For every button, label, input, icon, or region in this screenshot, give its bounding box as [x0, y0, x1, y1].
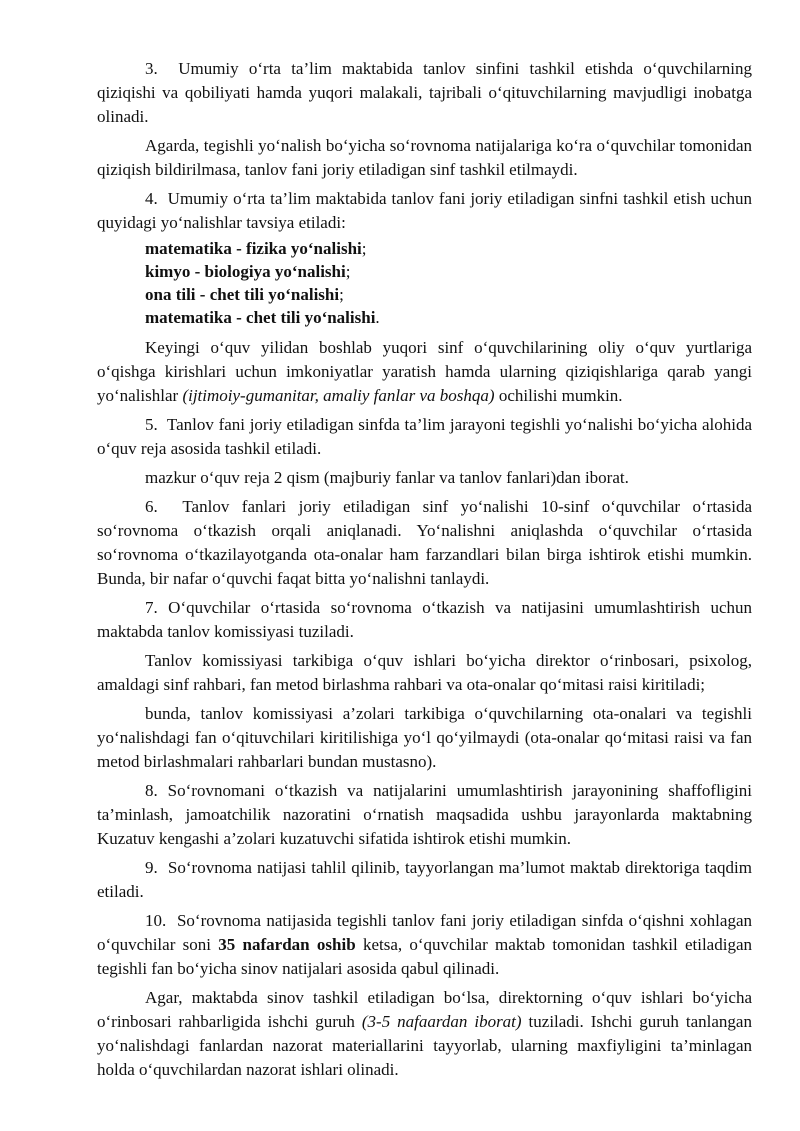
paragraph-5: 5. Tanlov fani joriy etiladigan sinfda ta’lim jarayoni tegishli yo‘nalishi bo‘yicha alohida o‘quv reja asosida tashkil etiladi.: [97, 415, 752, 458]
paragraph-10: 10. So‘rovnoma natijasida tegishli tanlov fani joriy etiladigan sinfda o‘qishni xohlagan o‘quvchilar soni 35 nafardan oshib ketsa, o‘quvchilar maktab tomonidan tashkil etiladigan tegishli fan bo‘yicha sinov natijalari asosida qabul qilinadi.: [97, 911, 752, 978]
paragraph-7-members: Tanlov komissiyasi tarkibiga o‘quv ishlari bo‘yicha direktor o‘rinbosari, psixolog, amaldagi sinf rahbari, fan metod birlashma rahbari va ota-onalar qo‘mitasi raisi kiritiladi;: [97, 651, 752, 694]
directions-list: [145, 237, 752, 329]
paragraph-4: 4. Umumiy o‘rta ta’lim maktabida tanlov fani joriy etiladigan sinfni tashkil etish uchun quyidagi yo‘nalishlar tavsiya etiladi:: [97, 189, 752, 232]
paragraph-3-note: Agarda, tegishli yo‘nalish bo‘yicha so‘rovnoma natijalariga ko‘ra o‘quvchilar tomonidan qiziqish bildirilmasa, tanlov fani joriy etiladigan sinf tashkil etilmaydi.: [97, 136, 752, 179]
paragraph-7: 7. O‘quvchilar o‘rtasida so‘rovnoma o‘tkazish va natijasini umumlashtirish uchun maktabda tanlov komissiyasi tuziladi.: [97, 598, 752, 641]
paragraph-9: 9. So‘rovnoma natijasi tahlil qilinib, tayyorlangan ma’lumot maktab direktoriga taqdim etiladi.: [97, 858, 752, 901]
paragraph-3: 3. Umumiy o‘rta ta’lim maktabida tanlov sinfini tashkil etishda o‘quvchilarning qiziqishi va qobiliyati hamda yuqori malakali, tajribali o‘qituvchilarning mavjudligi inobatga olinadi.: [97, 59, 752, 126]
direction-item: ona tili - chet tili yo‘nalishi;: [145, 285, 344, 304]
paragraph-5-note: mazkur o‘quv reja 2 qism (majburiy fanlar va tanlov fanlari)dan iborat.: [145, 468, 629, 487]
paragraph-4-note: Keyingi o‘quv yilidan boshlab yuqori sinf o‘quvchilarining oliy o‘quv yurtlariga o‘qishga kirishlari uchun imkoniyatlar yaratish hamda ularning qiziqishlariga qarab yangi yo‘nalishlar (ijtimoiy-gumanitar, amaliy fanlar va boshqa) ochilishi mumkin.: [97, 338, 752, 405]
direction-item: kimyo - biologiya yo‘nalishi;: [145, 262, 351, 281]
direction-item: matematika - fizika yo‘nalishi;: [145, 239, 367, 258]
paragraph-7-note: bunda, tanlov komissiyasi a’zolari tarkibiga o‘quvchilarning ota-onalari va tegishli yo‘nalishdagi fan o‘qituvchilari kiritilishiga yo‘l qo‘yilmaydi (ota-onalar qo‘mitasi raisi va fan metod birlashmalari rahbarlari bundan mustasno).: [97, 704, 752, 771]
paragraph-10-note: Agar, maktabda sinov tashkil etiladigan bo‘lsa, direktorning o‘quv ishlari bo‘yicha o‘rinbosari rahbarligida ishchi guruh (3-5 nafaardan iborat) tuziladi. Ishchi guruh tanlangan yo‘nalishdagi fanlardan nazorat materiallarini tayyorlab, ularning maxfiyligini ta’minlagan holda o‘quvchilardan nazorat ishlari olinadi.: [97, 988, 752, 1079]
paragraph-8: 8. So‘rovnomani o‘tkazish va natijalarini umumlashtirish jarayonining shaffofligini ta’minlash, jamoatchilik nazoratini o‘rnatish maqsadida ushbu jarayonlarda maktabning Kuzatuv kengashi a’zolari kuzatuvchi sifatida ishtirok etishi mumkin.: [97, 781, 752, 848]
paragraph-6: 6. Tanlov fanlari joriy etiladigan sinf yo‘nalishi 10-sinf o‘quvchilar o‘rtasida so‘rovnoma o‘tkazish orqali aniqlanadi. Yo‘nalishni aniqlashda o‘quvchilar o‘rtasida so‘rovnoma o‘tkazilayotganda ota-onalar ham farzandlari bilan birga ishtirok etishi mumkin. Bunda, bir nafar o‘quvchi faqat bitta yo‘nalishni tanlaydi.: [97, 497, 752, 588]
direction-item: matematika - chet tili yo‘nalishi.: [145, 308, 380, 327]
